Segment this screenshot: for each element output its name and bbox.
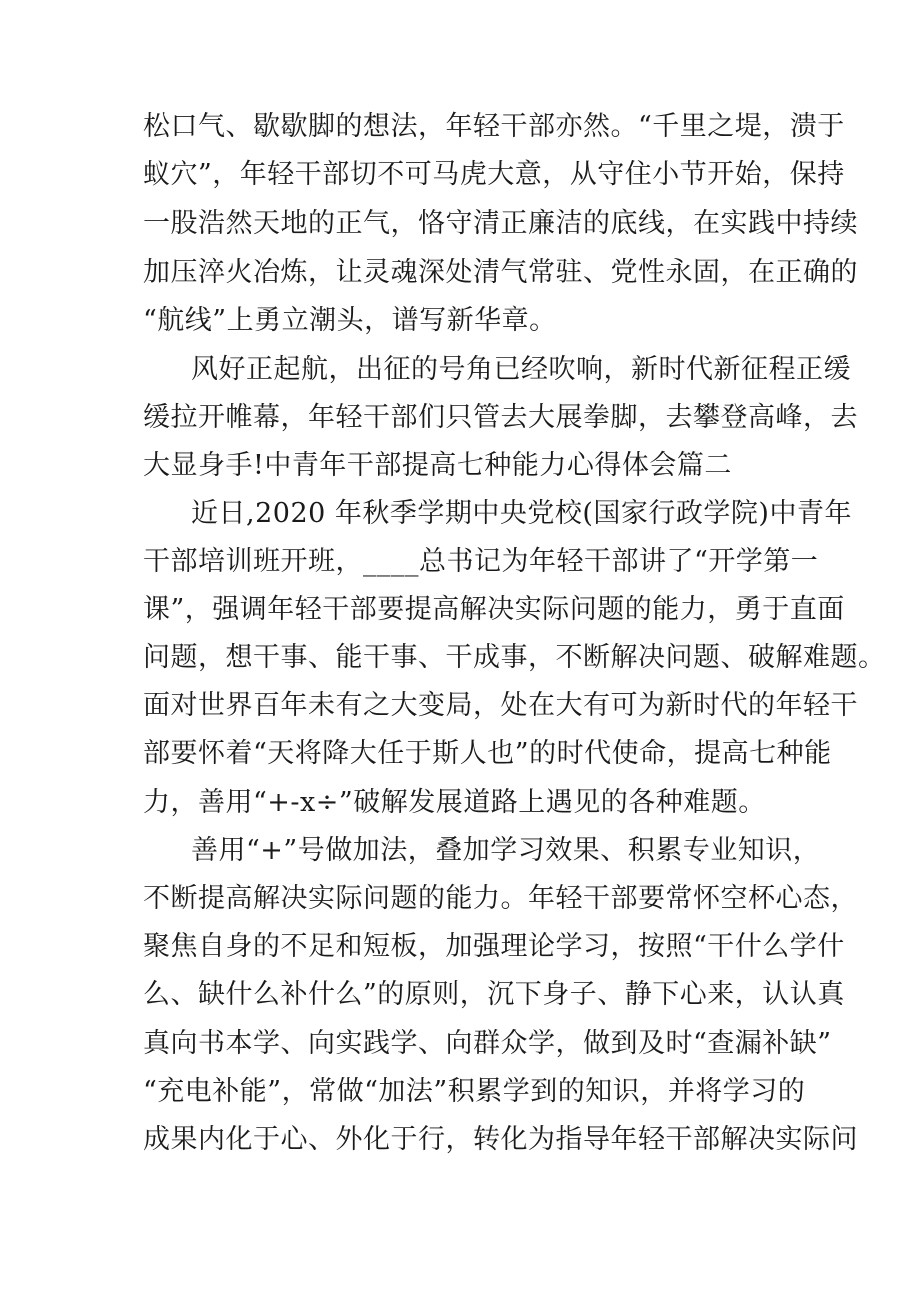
- paragraph-start: 近日,2020 年秋季学期中央党校(国家行政学院)中青年: [191, 498, 852, 529]
- paragraph-start: 善用“+”号做加法，叠加学习效果、积累专业知识，: [191, 835, 821, 866]
- text-line: “航线”上勇立潮头，谱写新华章。: [143, 305, 557, 336]
- paragraph-start: 风好正起航，出征的号角已经吹响，新时代新征程正缓: [191, 354, 851, 385]
- text-line: 一股浩然天地的正气，恪守清正廉洁的底线，在实践中持续: [143, 208, 858, 239]
- text-line: 课”，强调年轻干部要提高解决实际问题的能力，勇于直面: [143, 594, 845, 625]
- text-line: 不断提高解决实际问题的能力。年轻干部要常怀空杯心态，: [143, 883, 858, 914]
- text-line: 加压淬火冶炼，让灵魂深处清气常驻、党性永固，在正确的: [143, 257, 858, 288]
- text-line: 力，善用“+-x÷”破解发展道路上遇见的各种难题。: [143, 787, 766, 818]
- text-line: 真向书本学、向实践学、向群众学，做到及时“查漏补缺”: [143, 1028, 832, 1059]
- text-line: 缓拉开帷幕，年轻干部们只管去大展拳脚，去攀登高峰，去: [143, 402, 858, 433]
- text-line: 么、缺什么补什么”的原则，沉下身子、静下心来，认认真: [143, 979, 845, 1010]
- text-line: 部要怀着“天将降大任于斯人也”的时代使命，提高七种能: [143, 738, 832, 769]
- text-line: 成果内化于心、外化于行，转化为指导年轻干部解决实际问: [143, 1124, 858, 1155]
- text-line: 松口气、歇歇脚的想法，年轻干部亦然。“千里之堤，溃于: [143, 111, 845, 142]
- text-line: 问题，想干事、能干事、干成事，不断解决问题、破解难题。: [143, 642, 886, 673]
- text-line: 聚焦自身的不足和短板，加强理论学习，按照“干什么学什: [143, 931, 845, 962]
- text-line: 干部培训班开班，____总书记为年轻干部讲了“开学第一: [143, 546, 819, 577]
- text-line: 面对世界百年未有之大变局，处在大有可为新时代的年轻干: [143, 690, 858, 721]
- text-line: “充电补能”，常做“加法”积累学到的知识，并将学习的: [143, 1076, 806, 1107]
- text-line: 蚁穴”，年轻干部切不可马虎大意，从守住小节开始，保持: [143, 159, 845, 190]
- text-line: 大显身手!中青年干部提高七种能力心得体会篇二: [143, 450, 732, 481]
